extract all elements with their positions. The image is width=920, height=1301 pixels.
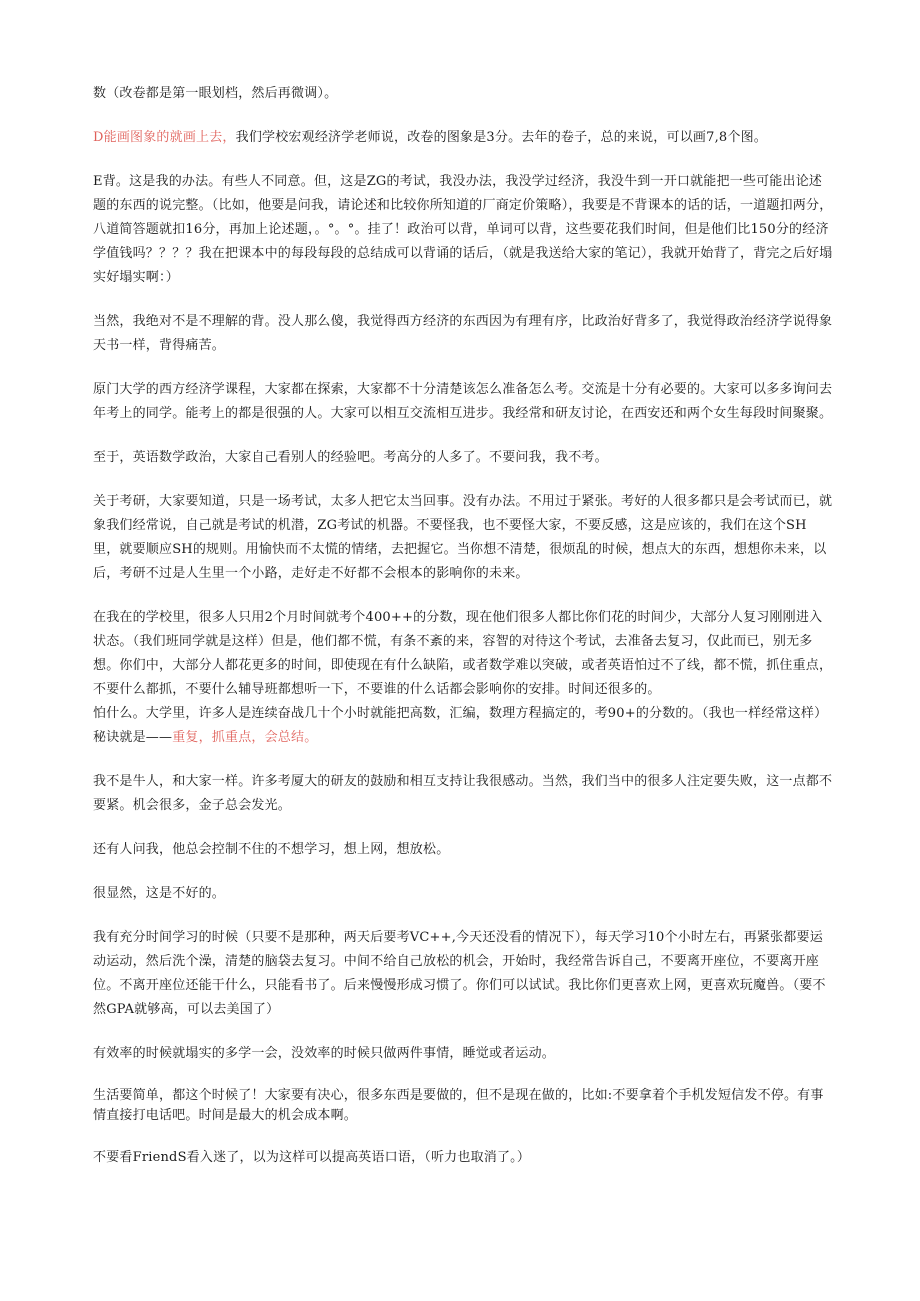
paragraph-memorize: E背。这是我的办法。有些人不同意。但，这是ZG的考试，我没办法，我没学过经济，我没牛到一开口就能把一些可能出论述题的东西的说完整。（比如，他要是问我，请论述和比较你所知道的厂商定价策略），我要是不背课本的话的话，一道题扣两分，八道简答题就扣16分，再加上论述题，。°。°。挂了！政治可以背，单词可以背，这些要花我们时间，但是他们比150分的经济学值钱吗？？？？我在把课本中的每段每段的总结成可以背诵的话后，（就是我送给大家的笔记），我就开始背了，背完之后好塌实好塌实啊：） <box>93 174 833 285</box>
paragraph-course-exchange: 原门大学的西方经济学课程，大家都在探索，大家都不十分清楚该怎么准备怎么考。交流是十分有必要的。大家可以多多询问去年考上的同学。能考上的都是很强的人。大家可以相互交流相互进步。我经常和研友讨论，在西安还和两个女生每段时间聚聚。 <box>93 382 833 421</box>
paragraph-grading-note: 数（改卷都是第一眼划档，然后再微调）。 <box>93 86 338 101</box>
paragraph-secret-line1: 怕什么。大学里，许多人是连续奋战几十个小时就能把高数，汇编，数理方程搞定的，考90+的分数的。（我也一样经常这样） <box>93 706 828 721</box>
paragraph-other-subjects: 至于，英语数学政治，大家自己看别人的经验吧。考高分的人多了。不要问我，我不考。 <box>93 450 608 465</box>
paragraph-draw-graphs-text: 我们学校宏观经济学老师说，改卷的图象是3分。去年的卷子，总的来说，可以画7,8个图。 <box>235 130 767 145</box>
paragraph-friends: 不要看FriendS看入迷了，以为这样可以提高英语口语，（听力也取消了。） <box>93 1150 531 1165</box>
paragraph-efficiency: 有效率的时候就塌实的多学一会，没效率的时候只做两件事情，睡觉或者运动。 <box>93 1046 556 1061</box>
paragraph-study-routine: 我有充分时间学习的时候（只要不是那种，两天后要考VC++,今天还没看的情况下），每天学习10个小时左右，再紧张都要运动运动，然后洗个澡，清楚的脑袋去复习。中间不给自己放松的机会，开始时，我经常告诉自己，不要离开座位，不要离开座位。不离开座位还能干什么，只能看书了。后来慢慢形成习惯了。你们可以试试。我比你们更喜欢上网，更喜欢玩魔兽。（要不然GPA就够高，可以去美国了） <box>93 930 826 1017</box>
paragraph-school-experience: 在我在的学校里，很多人只用2个月时间就考个400++的分数，现在他们很多人都比你们花的时间少，大部分人复习刚刚进入状态。（我们班同学就是这样）但是，他们都不慌，有条不紊的来，容智的对待这个考试，去准备去复习，仅此而已，别无多想。你们中，大部分人都花更多的时间，即使现在有什么缺陷，或者数学难以突破，或者英语怕过不了线，都不慌，抓住重点，不要什么都抓，不要什么辅导班都想听一下，不要谁的什么话都会影响你的安排。时间还很多的。 <box>93 610 833 697</box>
document-body <box>93 82 833 1170</box>
paragraph-understanding: 当然，我绝对不是不理解的背。没人那么傻，我觉得西方经济的东西因为有理有序，比政治好背多了，我觉得政治经济学说得象天书一样，背得痛苦。 <box>93 314 833 353</box>
paragraph-secret-prefix: 秘诀就是—— <box>93 730 173 745</box>
paragraph-not-expert: 我不是牛人，和大家一样。许多考厦大的研友的鼓励和相互支持让我很感动。当然，我们当中的很多人注定要失败，这一点都不要紧。机会很多，金子总会发光。 <box>93 774 833 813</box>
paragraph-about-exam: 关于考研，大家要知道，只是一场考试，太多人把它太当回事。没有办法。不用过于紧张。考好的人很多都只是会考试而已，就象我们经常说，自己就是考试的机潜，ZG考试的机器。不要怪我，也不要怪大家，不要反感，这是应该的，我们在这个SH里，就要顺应SH的规则。用愉快而不太慌的情绪，去把握它。当你想不清楚，很烦乱的时候，想点大的东西，想想你未来，以后，考研不过是人生里一个小路，走好走不好都不会根本的影响你的未来。 <box>93 494 833 581</box>
highlight-secret: 重复，抓重点，会总结。 <box>172 730 318 745</box>
paragraph-question: 还有人问我，他总会控制不住的不想学习，想上网，想放松。 <box>93 842 450 857</box>
paragraph-secret <box>93 702 833 750</box>
paragraph-draw-graphs <box>93 126 833 150</box>
paragraph-obviously: 很显然，这是不好的。 <box>93 886 226 901</box>
highlight-draw-graphs: D能画图象的就画上去， <box>93 130 236 145</box>
paragraph-simple-life: 生活要简单，都这个时候了！大家要有决心，很多东西是要做的，但不是现在做的，比如:不要拿着个手机发短信发不停。有事情直接打电话吧。时间是最大的机会成本啊。 <box>93 1088 824 1123</box>
